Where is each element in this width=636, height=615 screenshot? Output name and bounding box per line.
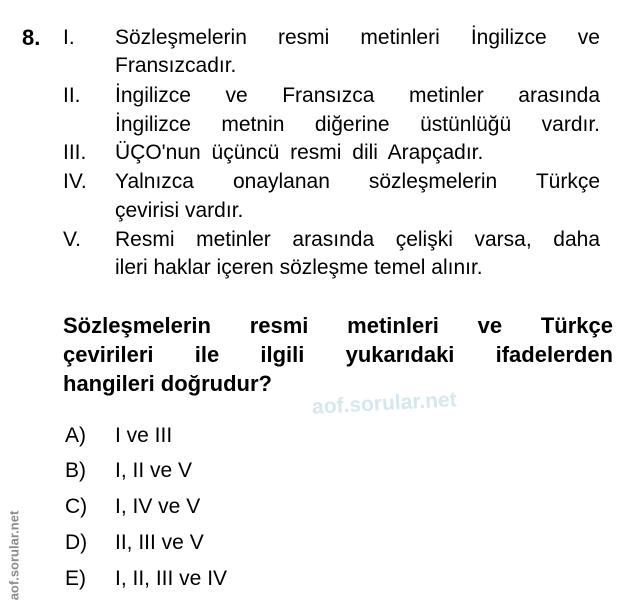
- statement-line: Sözleşmelerin resmi metinleri İngilizce ve: [115, 26, 600, 49]
- statement-line: Fransızcadır.: [115, 54, 237, 77]
- statement-line: Resmi metinler arasında çelişki varsa, daha: [115, 228, 600, 251]
- option-c[interactable]: I, IV ve V: [115, 495, 201, 518]
- side-watermark: aof.sorular.net: [6, 510, 22, 601]
- option-letter: D): [65, 531, 88, 554]
- question-number: 8.: [22, 25, 41, 50]
- statement-line: ÜÇO'nun üçüncü resmi dili Arapçadır.: [115, 141, 484, 164]
- option-letter: C): [65, 495, 88, 518]
- statement-numeral: I.: [63, 26, 75, 49]
- option-letter: E): [65, 567, 86, 590]
- option-e[interactable]: I, II, III ve IV: [115, 567, 228, 590]
- option-d[interactable]: II, III ve V: [115, 531, 204, 554]
- option-letter: A): [65, 424, 86, 447]
- option-a[interactable]: I ve III: [115, 424, 173, 447]
- statement-line: İngilizce metnin diğerine üstünlüğü vardır.: [115, 113, 600, 136]
- statement-line: Yalnızca onaylanan sözleşmelerin Türkçe: [115, 170, 600, 193]
- option-b[interactable]: I, II ve V: [115, 459, 193, 482]
- statement-line: ileri haklar içeren sözleşme temel alınır.: [115, 256, 483, 279]
- statement-numeral: IV.: [63, 170, 87, 193]
- statement-line: çevirisi vardır.: [115, 199, 244, 222]
- option-letter: B): [65, 459, 86, 482]
- watermark: aof.sorular.net: [311, 388, 458, 419]
- statement-numeral: II.: [63, 84, 81, 107]
- statement-line: İngilizce ve Fransızca metinler arasında: [115, 84, 600, 107]
- statement-numeral: V.: [63, 228, 81, 251]
- question-prompt-line: çevirileri ile ilgili yukarıdaki ifadelerden: [63, 342, 613, 367]
- question-prompt-line: hangileri doğrudur?: [63, 371, 272, 396]
- statement-numeral: III.: [63, 141, 87, 164]
- question-prompt-line: Sözleşmelerin resmi metinleri ve Türkçe: [63, 313, 613, 338]
